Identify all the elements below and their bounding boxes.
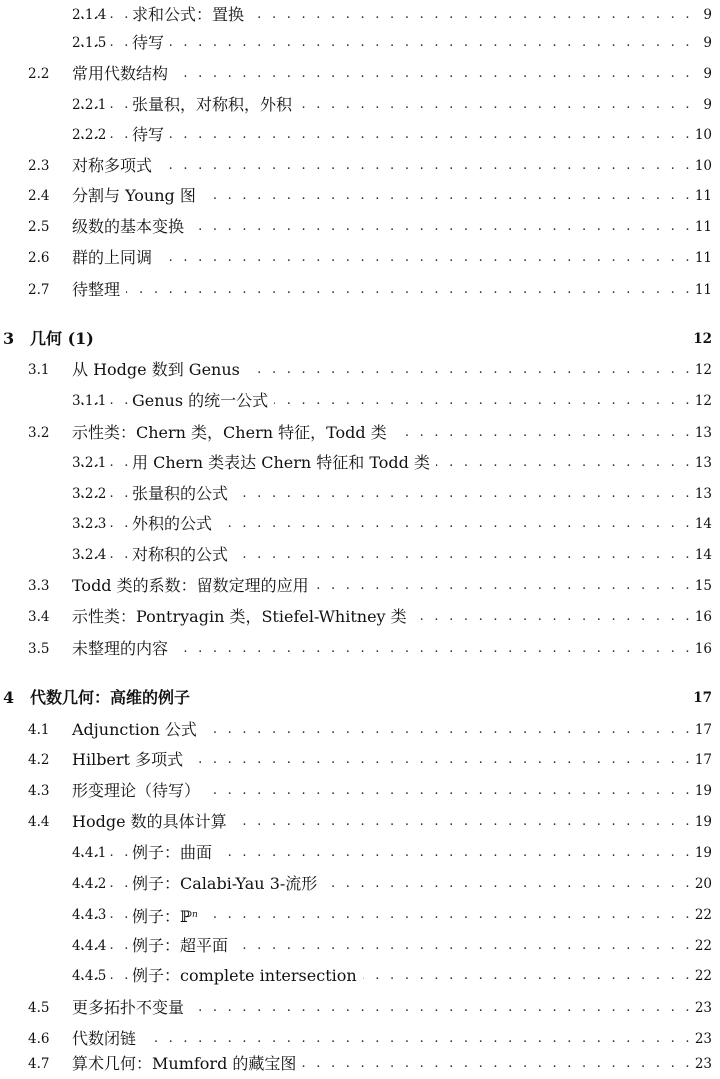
entry-page: 22 xyxy=(689,900,712,930)
entry-number: 2.2 xyxy=(28,66,50,82)
entry-page: 17 xyxy=(689,745,712,775)
entry-page: 14 xyxy=(689,540,712,570)
entry-title: 外积的公式 xyxy=(132,509,218,539)
entry-page: 19 xyxy=(689,838,712,868)
entry-title: 从 Hodge 数到 Genus xyxy=(72,355,246,385)
entry-title: Hilbert 多项式 xyxy=(72,745,189,775)
toc-entry[interactable] xyxy=(0,807,720,837)
toc-entry[interactable] xyxy=(0,355,720,385)
entry-title: Genus 的统一公式 xyxy=(132,386,274,416)
entry-title: 常用代数结构 xyxy=(72,59,174,89)
entry-number: 2.6 xyxy=(28,250,50,266)
entry-page: 10 xyxy=(689,120,712,150)
entry-number: 4.2 xyxy=(28,752,50,768)
chapter-title: 几何 (1) xyxy=(30,324,100,354)
toc-entry[interactable] xyxy=(0,120,720,150)
entry-title: 例子：Calabi-Yau 3-流形 xyxy=(132,869,323,899)
entry-number: 2.4 xyxy=(28,188,50,204)
entry-page: 16 xyxy=(689,634,712,664)
entry-page: 11 xyxy=(689,212,712,242)
toc-entry[interactable] xyxy=(0,900,720,930)
chapter-number: 3 xyxy=(3,329,15,348)
toc-entry[interactable] xyxy=(0,448,720,478)
entry-page: 10 xyxy=(689,151,712,181)
toc-entry[interactable] xyxy=(0,961,720,991)
entry-title: 分割与 Young 图 xyxy=(72,181,202,211)
entry-page: 15 xyxy=(689,571,712,601)
entry-page: 17 xyxy=(689,715,712,745)
entry-title: 对称积的公式 xyxy=(132,540,234,570)
entry-title xyxy=(132,900,204,930)
entry-page: 16 xyxy=(689,602,712,632)
entry-number: 2.1.5 xyxy=(72,35,107,51)
entry-page: 20 xyxy=(689,869,712,899)
toc-chapter[interactable] xyxy=(0,324,720,354)
toc-entry[interactable] xyxy=(0,275,720,305)
entry-page: 14 xyxy=(689,509,712,539)
entry-number: 3.4 xyxy=(28,609,50,625)
entry-title: 代数闭链 xyxy=(72,1024,142,1054)
toc-entry[interactable] xyxy=(0,931,720,961)
entry-number: 4.4 xyxy=(28,814,50,830)
entry-number: 2.7 xyxy=(28,282,50,298)
chapter-page: 17 xyxy=(687,683,712,713)
entry-page: 19 xyxy=(689,807,712,837)
toc-entry[interactable] xyxy=(0,0,720,30)
entry-title: 张量积的公式 xyxy=(132,479,234,509)
entry-number: 4.5 xyxy=(28,1000,50,1016)
toc-entry[interactable] xyxy=(0,634,720,664)
entry-number: 2.1.4 xyxy=(72,7,107,23)
entry-number: 4.3 xyxy=(28,783,50,799)
toc-entry[interactable] xyxy=(0,602,720,632)
toc-entry[interactable] xyxy=(0,838,720,868)
entry-title: 形变理论（待写） xyxy=(72,776,206,806)
entry-page: 11 xyxy=(689,181,712,211)
entry-number: 3.2.3 xyxy=(72,516,107,532)
entry-number: 4.6 xyxy=(28,1031,50,1047)
entry-number: 4.4.1 xyxy=(72,845,107,861)
entry-title: 用 Chern 类表达 Chern 特征和 Todd 类 xyxy=(132,448,436,478)
entry-title: 未整理的内容 xyxy=(72,634,174,664)
toc-entry[interactable] xyxy=(0,715,720,745)
entry-number: 3.1 xyxy=(28,362,50,378)
entry-number: 2.2.2 xyxy=(72,127,107,143)
entry-number: 2.3 xyxy=(28,158,50,174)
entry-title: 待写 xyxy=(132,120,170,150)
entry-number: 2.2.1 xyxy=(72,97,107,113)
toc-entry[interactable] xyxy=(0,243,720,273)
entry-page: 9 xyxy=(697,59,712,89)
entry-title: Hodge 数的具体计算 xyxy=(72,807,233,837)
toc-chapter[interactable] xyxy=(0,683,720,713)
entry-page: 19 xyxy=(689,776,712,806)
entry-title: 例子：complete intersection xyxy=(132,961,363,991)
entry-number: 4.4.5 xyxy=(72,968,107,984)
entry-number: 4.1 xyxy=(28,722,50,738)
entry-number: 4.4.4 xyxy=(72,938,107,954)
entry-title: 示性类：Pontryagin 类，Stiefel-Whitney 类 xyxy=(72,602,413,632)
entry-number: 3.2.1 xyxy=(72,455,107,471)
entry-page: 12 xyxy=(689,386,712,416)
entry-number: 3.1.1 xyxy=(72,393,107,409)
toc-entry[interactable] xyxy=(0,745,720,775)
toc-entry[interactable] xyxy=(0,386,720,416)
entry-title-text: 例子：ℙ xyxy=(132,907,193,926)
superscript-n: n xyxy=(192,910,198,920)
entry-title: Adjunction 公式 xyxy=(72,715,203,745)
entry-title: 示性类：Chern 类，Chern 特征，Todd 类 xyxy=(72,418,393,448)
entry-page: 11 xyxy=(689,243,712,273)
toc-entry[interactable] xyxy=(0,540,720,570)
toc-entry[interactable] xyxy=(0,571,720,601)
toc-entry[interactable] xyxy=(0,212,720,242)
chapter-title: 代数几何：高维的例子 xyxy=(30,683,196,713)
toc-entry[interactable] xyxy=(0,181,720,211)
toc-entry[interactable] xyxy=(0,90,720,120)
entry-title: 张量积，对称积，外积 xyxy=(132,90,298,120)
entry-title: 例子：曲面 xyxy=(132,838,218,868)
entry-number: 3.5 xyxy=(28,641,50,657)
entry-title: 求和公式：置换 xyxy=(132,0,250,30)
entry-number: 3.2.2 xyxy=(72,486,107,502)
entry-number: 3.3 xyxy=(28,578,50,594)
dot-leader xyxy=(80,120,700,150)
entry-title: 算术几何：Mumford 的藏宝图 xyxy=(72,1049,302,1079)
entry-title: 更多拓扑不变量 xyxy=(72,993,190,1023)
toc-entry[interactable] xyxy=(0,418,720,448)
toc-entry[interactable] xyxy=(0,509,720,539)
toc-entry[interactable] xyxy=(0,776,720,806)
entry-page: 9 xyxy=(697,0,712,30)
toc-entry[interactable] xyxy=(0,59,720,89)
entry-page: 23 xyxy=(689,1049,712,1079)
dot-leader xyxy=(80,243,700,273)
entry-page: 22 xyxy=(689,961,712,991)
entry-page: 12 xyxy=(689,355,712,385)
entry-page: 9 xyxy=(697,90,712,120)
entry-title: 对称多项式 xyxy=(72,151,158,181)
entry-title: 待整理 xyxy=(72,275,126,305)
entry-page: 13 xyxy=(689,418,712,448)
toc-entry[interactable] xyxy=(0,869,720,899)
toc-entry[interactable] xyxy=(0,151,720,181)
chapter-number: 4 xyxy=(3,688,15,707)
toc-entry[interactable] xyxy=(0,479,720,509)
entry-title: 级数的基本变换 xyxy=(72,212,190,242)
entry-page: 22 xyxy=(689,931,712,961)
entry-page: 13 xyxy=(689,448,712,478)
entry-number: 3.2.4 xyxy=(72,547,107,563)
entry-number: 4.7 xyxy=(28,1056,50,1072)
entry-title: 待写 xyxy=(132,28,170,58)
entry-title: Todd 类的系数：留数定理的应用 xyxy=(72,571,315,601)
entry-number: 4.4.3 xyxy=(72,907,107,923)
dot-leader xyxy=(80,28,700,58)
entry-title: 群的上同调 xyxy=(72,243,158,273)
toc-entry[interactable] xyxy=(0,993,720,1023)
toc-entry[interactable] xyxy=(0,1049,720,1079)
toc-entry[interactable] xyxy=(0,28,720,58)
dot-leader xyxy=(80,275,700,305)
entry-number: 3.2 xyxy=(28,425,50,441)
entry-page: 11 xyxy=(689,275,712,305)
entry-page: 23 xyxy=(689,993,712,1023)
entry-number: 2.5 xyxy=(28,219,50,235)
dot-leader xyxy=(80,151,700,181)
entry-page: 13 xyxy=(689,479,712,509)
entry-number: 4.4.2 xyxy=(72,876,107,892)
entry-page: 23 xyxy=(689,1024,712,1054)
entry-title: 例子：超平面 xyxy=(132,931,234,961)
entry-page: 9 xyxy=(697,28,712,58)
chapter-page: 12 xyxy=(687,324,712,354)
